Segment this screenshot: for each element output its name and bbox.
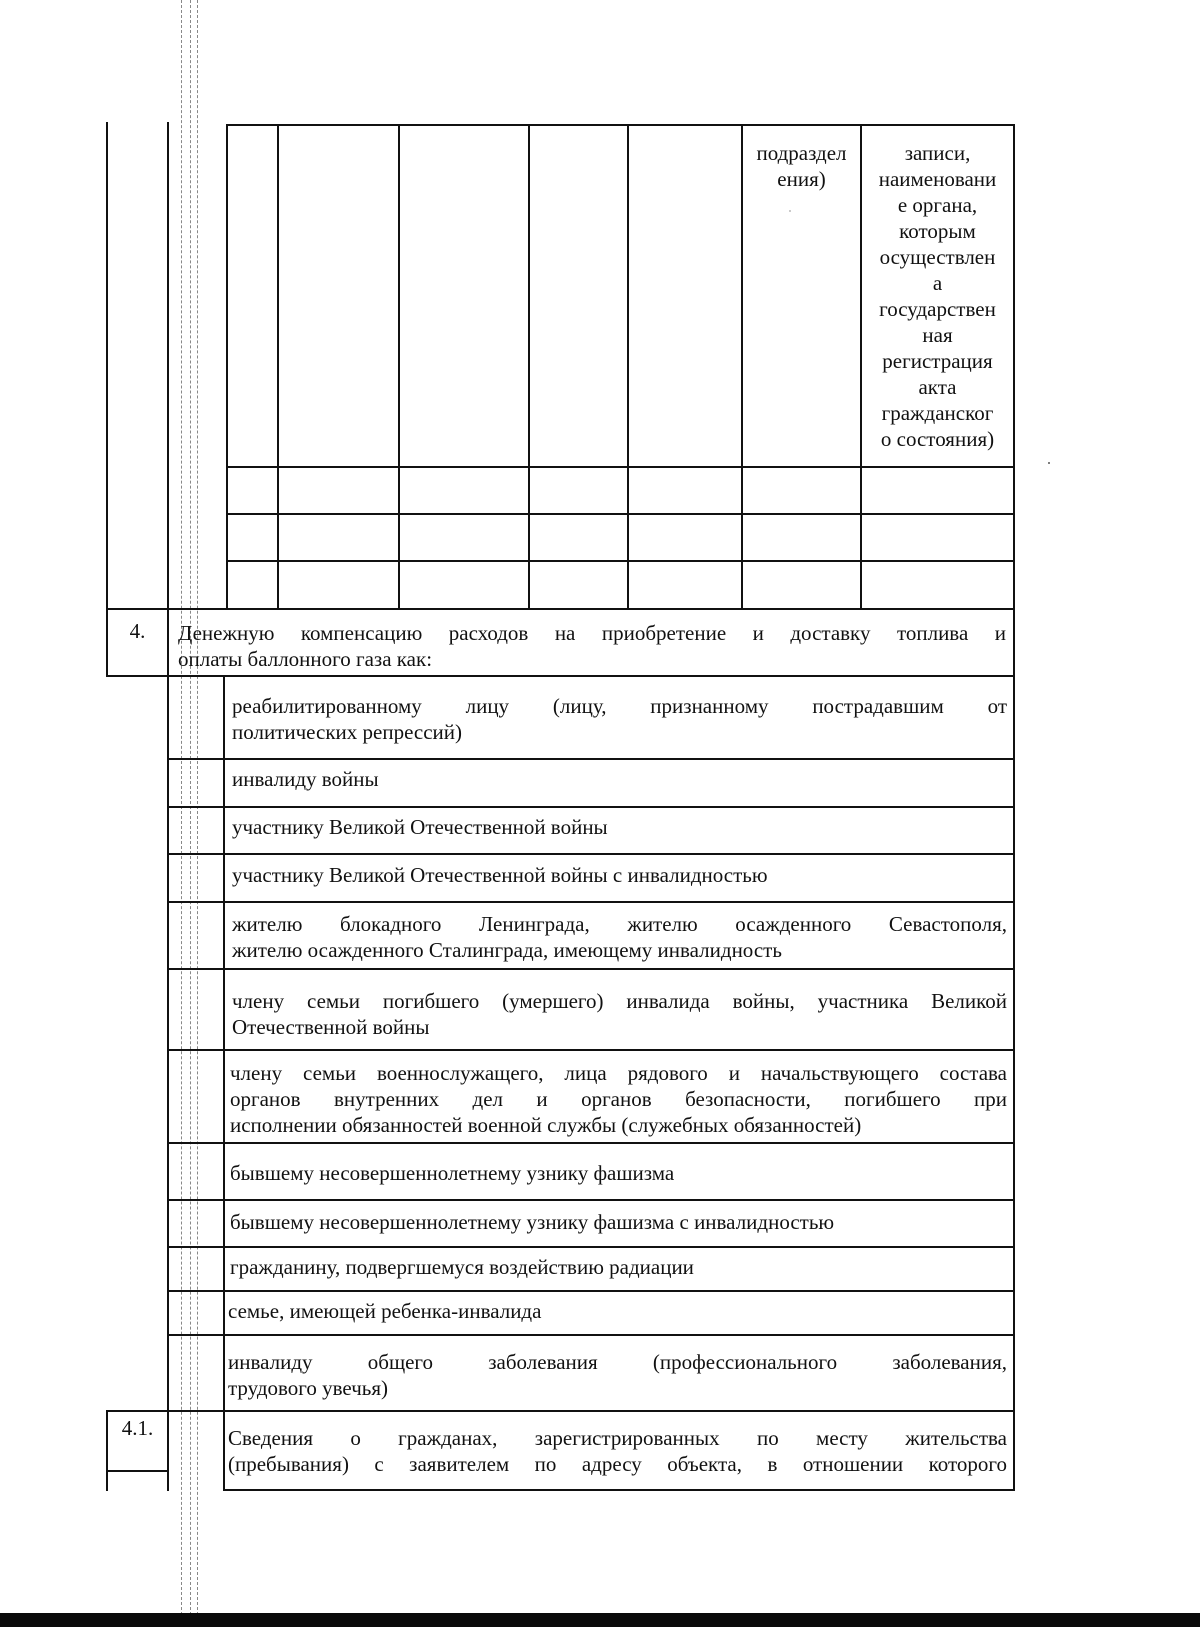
list-item-text: участнику Великой Отечественной войны с инвалидностью [232, 863, 768, 887]
table-border [167, 1142, 1015, 1144]
list-item-text: инвалиду общего заболевания (профессионального заболевания, [228, 1350, 1007, 1374]
table-border [167, 968, 1015, 970]
list-item-text: жителю блокадного Ленинграда, жителю осажденного Севастополя, [232, 912, 1007, 936]
list-item-text: члену семьи погибшего (умершего) инвалида войны, участника Великой [232, 989, 1007, 1013]
table-border [627, 124, 629, 610]
list-item-text: бывшему несовершеннолетнему узнику фашизма с инвалидностью [230, 1210, 835, 1234]
header-line: акта [918, 375, 957, 399]
table-border [106, 122, 108, 610]
table-border [167, 1410, 169, 1491]
table-border [226, 560, 1015, 562]
list-item-text: семье, имеющей ребенка-инвалида [228, 1299, 542, 1323]
column-header-record [862, 140, 1013, 452]
table-border [226, 513, 1015, 515]
table-border [167, 1290, 1015, 1292]
table-border [1013, 1410, 1015, 1491]
table-border [398, 124, 400, 610]
table-border [167, 806, 1015, 808]
table-border [167, 1049, 1015, 1051]
header-line: государствен [879, 297, 996, 321]
table-border [167, 1334, 1015, 1336]
section-title-line: оплаты баллонного газа как: [178, 647, 433, 671]
list-item-text: жителю осажденного Сталинграда, имеющему инвалидность [232, 938, 782, 962]
list-item-text: члену семьи военнослужащего, лица рядового и начальствующего состава [230, 1061, 1007, 1085]
column-header-subdivision: подраздел ения) [756, 141, 847, 191]
table-border [741, 124, 743, 610]
table-border [167, 901, 1015, 903]
header-line: осуществлен [879, 245, 996, 269]
list-item-text: органов внутренних дел и органов безопасности, погибшего при [230, 1087, 1007, 1111]
table-border [167, 853, 1015, 855]
header-line: которым [899, 219, 976, 243]
table-border [167, 1246, 1015, 1248]
table-border [167, 676, 169, 1488]
table-border [106, 608, 1015, 610]
list-item-text: Отечественной войны [232, 1015, 430, 1039]
scan-speck [789, 210, 791, 212]
list-item-text: гражданину, подвергшемуся воздействию радиации [230, 1255, 694, 1279]
section-number: 4. [129, 619, 146, 643]
section-text-line: Сведения о гражданах, зарегистрированных по месту жительства [228, 1426, 1007, 1450]
table-border [1013, 608, 1015, 677]
section-title-line: Денежную компенсацию расходов на приобретение и доставку топлива и [178, 621, 1006, 645]
table-border [277, 124, 279, 610]
table-border [223, 676, 225, 1488]
list-item-text: инвалиду войны [232, 767, 379, 791]
header-line: о состояния) [880, 427, 995, 451]
table-border [106, 675, 1015, 677]
header-line: регистрация [882, 349, 993, 373]
list-item-text: исполнении обязанностей военной службы (служебных обязанностей) [230, 1113, 862, 1137]
header-line: е органа, [897, 193, 978, 217]
table-border [167, 758, 1015, 760]
table-border [223, 1489, 1015, 1491]
table-border [106, 1470, 167, 1472]
section-number: 4.1. [121, 1416, 154, 1440]
list-item-text: политических репрессий) [232, 720, 463, 744]
table-border [167, 122, 169, 610]
table-border [167, 1199, 1015, 1201]
table-border [106, 1410, 1015, 1412]
section-text-line: (пребывания) с заявителем по адресу объекта, в отношении которого [228, 1452, 1007, 1476]
table-border [226, 124, 1015, 126]
table-border [223, 1410, 225, 1491]
header-line: записи, [904, 141, 971, 165]
scan-edge-bar [0, 1613, 1200, 1627]
header-line: а [932, 271, 943, 295]
table-border [1013, 124, 1015, 610]
table-border [226, 466, 1015, 468]
table-border [167, 608, 169, 677]
header-line: ная [922, 323, 953, 347]
list-item-text: трудового увечья) [228, 1376, 389, 1400]
table-border [226, 124, 228, 610]
list-item-text: реабилитированному лицу (лицу, признанному пострадавшим от [232, 694, 1007, 718]
table-border [528, 124, 530, 610]
header-line: гражданског [881, 401, 994, 425]
table-border [1013, 676, 1015, 1488]
list-item-text: участнику Великой Отечественной войны [232, 815, 608, 839]
list-item-text: бывшему несовершеннолетнему узнику фашизма [230, 1161, 675, 1185]
scan-speck [1048, 462, 1050, 464]
header-line: наименовани [878, 167, 997, 191]
